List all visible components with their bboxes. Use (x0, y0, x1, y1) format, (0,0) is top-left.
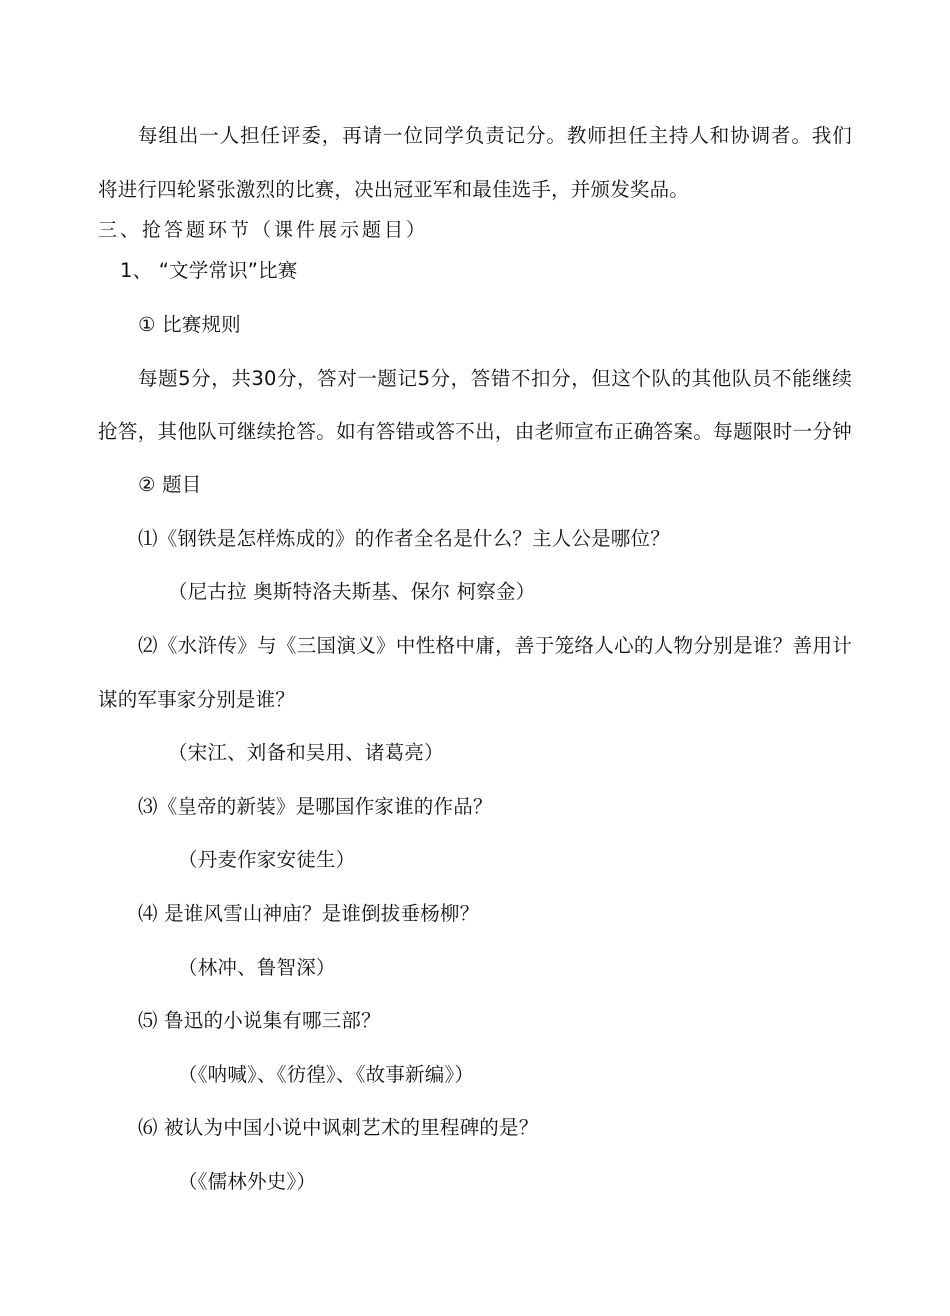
question-1: ⑴《钢铁是怎样炼成的》的作者全名是什么？主人公是哪位？ (138, 527, 670, 550)
rules-paragraph-line-2: 抢答，其他队可继续抢答。如有答错或答不出，由老师宣布正确答案。每题限时一分钟 (98, 420, 852, 443)
question-2-line-1: ⑵《水浒传》与《三国演义》中性格中庸，善于笼络人心的人物分别是谁？善用计 (138, 634, 852, 657)
answer-6: （《儒林外史》） (178, 1170, 317, 1193)
answer-1: （尼古拉 奥斯特洛夫斯基、保尔 柯察金） (168, 580, 536, 603)
question-3: ⑶《皇帝的新装》是哪国作家谁的作品？ (138, 795, 493, 818)
intro-paragraph-line-1: 每组出一人担任评委，再请一位同学负责记分。教师担任主持人和协调者。我们 (138, 124, 852, 147)
question-4: ⑷ 是谁风雪山神庙？是谁倒拔垂杨柳？ (138, 902, 480, 925)
rules-paragraph-line-1: 每题5分，共30分，答对一题记5分，答错不扣分，但这个队的其他队员不能继续 (138, 367, 852, 390)
answer-4: （林冲、鲁智深） (178, 956, 336, 979)
intro-paragraph-line-2: 将进行四轮紧张激烈的比赛，决出冠亚军和最佳选手，并颁发奖品。 (98, 178, 690, 201)
question-2-line-2: 谋的军事家分别是谁？ (98, 688, 296, 711)
answer-3: （丹麦作家安徒生） (178, 848, 356, 871)
subsection-heading: 1、 “文学常识”比赛 (120, 259, 298, 282)
answer-5: （《呐喊》、《彷徨》、《故事新编》） (178, 1063, 475, 1086)
answer-2: （宋江、刘备和吴用、诸葛亮） (168, 741, 444, 764)
rules-heading: ① 比赛规则 (138, 313, 241, 336)
questions-heading: ② 题目 (138, 473, 202, 496)
question-6: ⑹ 被认为中国小说中讽刺艺术的里程碑的是？ (138, 1116, 539, 1139)
question-5: ⑸ 鲁迅的小说集有哪三部？ (138, 1009, 381, 1032)
section-heading: 三、抢答题环节（课件展示题目） (98, 219, 429, 241)
